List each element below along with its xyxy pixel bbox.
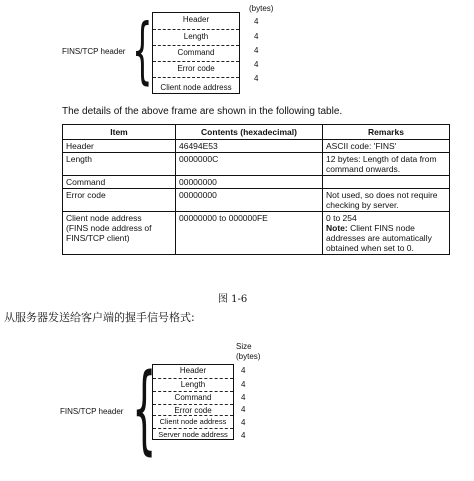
size-header: 4 xyxy=(254,17,259,26)
intro-text: The details of the above frame are shown in the following table. xyxy=(62,106,343,117)
chinese-description: 从服务器发送给客户端的握手信号格式: xyxy=(4,311,195,324)
cell-remarks xyxy=(323,212,450,255)
cell-remarks xyxy=(323,176,450,189)
details-table xyxy=(62,124,450,255)
cell-contents: 46494E53 xyxy=(176,140,323,153)
table-row xyxy=(63,176,450,189)
table-row xyxy=(63,189,450,212)
frame-box xyxy=(152,12,240,94)
cell-contents: 0000000C xyxy=(176,153,323,176)
left-brace-icon: { xyxy=(132,8,153,92)
note-text: Client FINS node addresses are automatically obtained when set to 0. xyxy=(326,223,432,253)
field-length: Length xyxy=(153,29,239,46)
cell-remarks-note xyxy=(326,223,446,253)
field-header: Header xyxy=(182,15,210,24)
cell-item: Error code xyxy=(63,189,176,212)
fins-tcp-header-label: FINS/TCP header xyxy=(60,407,124,416)
cell-remarks: 12 bytes: Length of data from command onwards. xyxy=(323,153,450,176)
cell-item: Header xyxy=(63,140,176,153)
field-error-code: Error code xyxy=(153,61,239,78)
field-command: Command xyxy=(153,391,233,405)
table-row xyxy=(63,140,450,153)
fins-tcp-header-label: FINS/TCP header xyxy=(62,47,126,56)
size-length: 4 xyxy=(241,380,246,389)
note-label: Note: xyxy=(326,223,348,233)
size-error-code: 4 xyxy=(254,60,259,69)
table-row xyxy=(63,212,450,255)
size-label: Size xyxy=(236,342,252,351)
column-header-remarks: Remarks xyxy=(323,125,450,140)
cell-item xyxy=(63,212,176,255)
cell-item-main: Client node address xyxy=(66,213,142,223)
field-server-node-address: Server node address xyxy=(153,428,233,441)
cell-remarks: Not used, so does not require checking by server. xyxy=(323,189,450,212)
field-header: Header xyxy=(179,366,207,375)
left-brace-icon: { xyxy=(132,353,157,465)
figure-caption: 图 1-6 xyxy=(218,294,248,305)
field-command: Command xyxy=(153,45,239,62)
size-header: 4 xyxy=(241,366,246,375)
column-header-item: Item xyxy=(63,125,176,140)
cell-item: Length xyxy=(63,153,176,176)
field-client-node-address: Client node address xyxy=(153,415,233,429)
table-row xyxy=(63,153,450,176)
cell-item: Command xyxy=(63,176,176,189)
size-server-node-address: 4 xyxy=(241,431,246,440)
column-header-contents: Contents (hexadecimal) xyxy=(176,125,323,140)
size-client-node-address: 4 xyxy=(254,74,259,83)
cell-remarks: ASCII code: 'FINS' xyxy=(323,140,450,153)
size-command: 4 xyxy=(254,46,259,55)
field-length: Length xyxy=(153,378,233,392)
cell-contents: 00000000 xyxy=(176,176,323,189)
size-client-node-address: 4 xyxy=(241,418,246,427)
table-header-row xyxy=(63,125,450,140)
field-error-code: Error code xyxy=(153,404,233,418)
bytes-label: (bytes) xyxy=(249,4,274,13)
cell-remarks-main: 0 to 254 xyxy=(326,213,357,223)
cell-contents: 00000000 to 000000FE xyxy=(176,212,323,255)
size-command: 4 xyxy=(241,393,246,402)
frame-box xyxy=(152,364,234,440)
size-error-code: 4 xyxy=(241,405,246,414)
field-client-node-address: Client node address xyxy=(153,77,239,100)
cell-contents: 00000000 xyxy=(176,189,323,212)
size-length: 4 xyxy=(254,32,259,41)
cell-item-extra: (FINS node address of FINS/TCP client) xyxy=(66,223,152,243)
bytes-label: (bytes) xyxy=(236,352,261,361)
